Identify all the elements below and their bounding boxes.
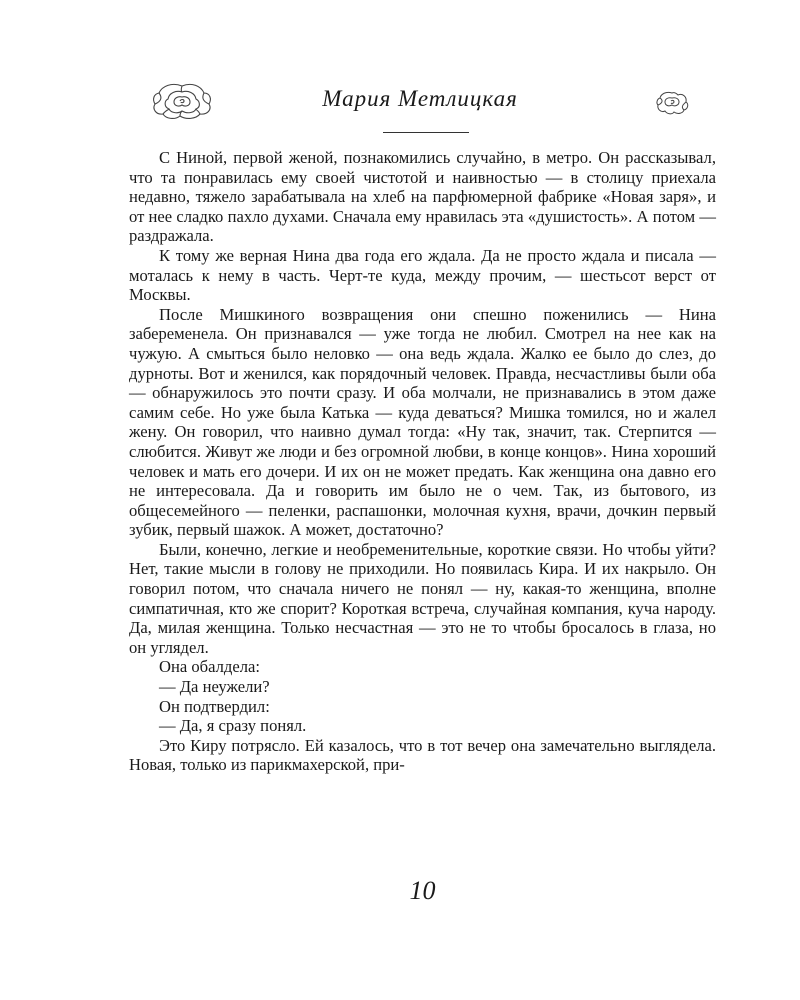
running-header [0, 80, 800, 140]
paragraph: — Да, я сразу понял. [159, 716, 307, 736]
paragraph: Он подтвердил: [159, 696, 270, 716]
paragraph: Это Киру потрясло. Ей казалось, что в тот вечер она замечательно выглядела. Новая, только из парикмахерской, при- [129, 735, 716, 775]
paragraph: После Мишкиного возвращения они спешно поженились — Нина забеременела. Он признавался — уже тогда не любил. Смотрел на нее как на чужую. А смыться было неловко — она ведь ждала. Жалко ее было до слез, до дурноты. Вот и женился, как порядочный человек. Правда, несчастливы были оба — обнаружилось это почти сразу. И оба молчали, не признавались в этом даже самим себе. Но уже была Катька — куда деваться? Мишка томился, но и жалел жену. Он говорил, что наивно думал тогда: «Ну так, значит, так. Стерпится — слюбится. Живут же люди и без огромной любви, в конце концов». Нина хороший человек и мать его дочери. И их он не может предать. Как женщина она давно его не интересовала. Да и говорить им было не о чем. Так, из бытового, из общесемейного — пеленки, распашонки, молочная кухня, врачи, дочкин первый зубик, первый шажок. А может, достаточно? [129, 304, 716, 540]
paragraph: Были, конечно, легкие и необременительные, короткие связи. Но чтобы уйти? Нет, такие мысли в голову не приходили. Но появилась Кира. И их накрыло. Он говорил потом, что сначала ничего не понял — ну, какая-то женщина, вполне симпатичная, кто же спорит? Короткая встреча, случайная компания, куча народу. Да, милая женщина. Только несчастная — это не то чтобы бросалось в глаза, но он углядел. [129, 539, 716, 657]
small-rose-ornament-icon [655, 90, 689, 116]
paragraph: — Да неужели? [159, 677, 270, 697]
header-rule [383, 132, 469, 133]
page-number: 10 [409, 876, 436, 905]
paragraph: Она обалдела: [159, 657, 260, 677]
author-name: Мария Метлицкая [322, 86, 518, 111]
chapter-text [129, 148, 716, 775]
paragraph: С Ниной, первой женой, познакомились случайно, в метро. Он рассказывал, что та понравилась ему своей чистотой и наивностью — в столицу приехала недавно, тяжело зарабатывала на хлеб на парфюмерной фабрике «Новая заря», и от нее сладко пахло духами. Сначала ему нравилась эта «душистость». А потом — раздражала. [129, 148, 716, 246]
paragraph: К тому же верная Нина два года его ждала. Да не просто ждала и писала — моталась к нему в часть. Черт-те куда, между прочим, — шестьсот верст от Москвы. [129, 245, 716, 305]
